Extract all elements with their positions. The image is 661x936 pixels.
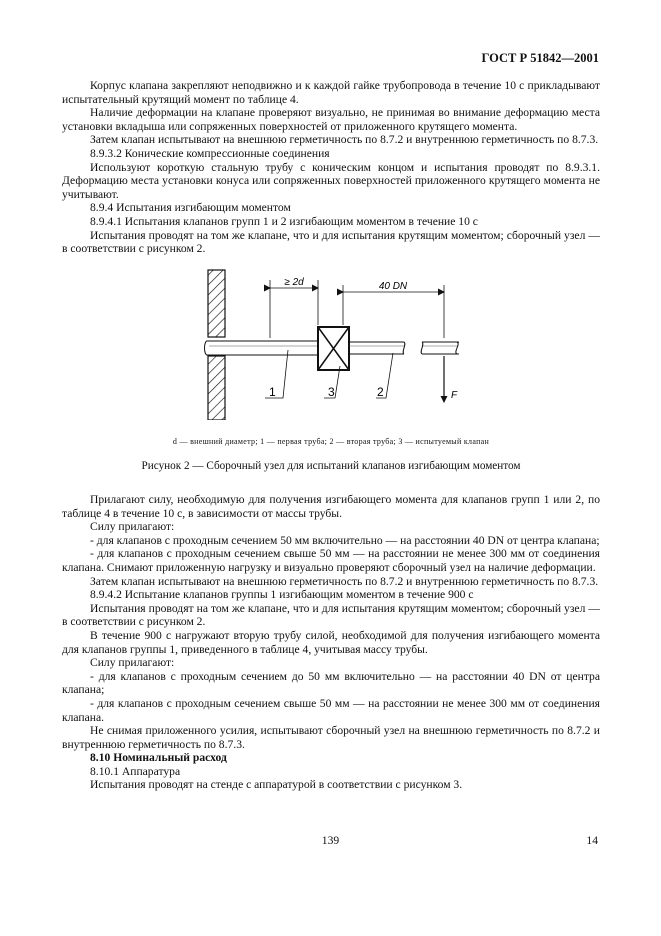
paragraph: Затем клапан испытывают на внешнюю герметичность по 8.7.2 и внутреннюю герметичность по 8.7.3. <box>90 574 599 588</box>
paragraph: В течение 900 с нагружают вторую трубу силой, необходимой для получения изгибающего момента для клапанов группы 1, приведенного в таблице 4, учитывая массу трубы. <box>62 628 600 656</box>
dimension-lines <box>270 280 444 338</box>
paragraph: Не снимая приложенного усилия, испытывают сборочный узел на внешнюю герметичность по 8.7.2 и внутреннюю герметичность по 8.7.3. <box>62 724 600 751</box>
paragraph: Испытания проводят на стенде с аппаратурой в соответствии с рисунком 3. <box>90 778 463 792</box>
section-heading: 8.10 Номинальный расход <box>90 751 227 765</box>
subsection-heading: 8.9.4.1 Испытания клапанов групп 1 и 2 изгибающим моментом в течение 10 с <box>90 214 478 228</box>
paragraph: Испытания проводят на том же клапане, что и для испытания крутящим моментом; сборочный узел — в соответствии с рисунком 2. <box>62 228 600 256</box>
label-first-pipe: 1 <box>269 385 276 399</box>
subsection-heading: 8.9.4.2 Испытание клапанов группы 1 изгибающим моментом в течение 900 с <box>90 588 474 602</box>
sheet-number: 14 <box>586 834 598 847</box>
list-item: - для клапанов с проходным сечением 50 мм включительно — на расстоянии 40 DN от центра клапана; <box>90 533 600 547</box>
text-block-bottom <box>62 493 600 792</box>
dimension-min-2d: ≥ 2d <box>284 277 304 288</box>
force-label: F <box>451 390 458 401</box>
wall-support <box>208 270 225 420</box>
figure-legend: d — внешний диаметр; 1 — первая труба; 2 — вторая труба; 3 — испытуемый клапан <box>172 437 490 446</box>
label-valve: 3 <box>328 385 335 399</box>
paragraph: Испытания проводят на том же клапане, что и для испытания крутящим моментом; сборочный узел — в соответствии с рисунком 2. <box>62 601 600 629</box>
valve-under-test <box>318 327 349 370</box>
text-block-top <box>62 79 600 256</box>
document-code: ГОСТ Р 51842—2001 <box>481 51 599 65</box>
subsection-heading: 8.10.1 Аппаратура <box>90 764 181 778</box>
paragraph: Затем клапан испытывают на внешнюю герметичность по 8.7.2 и внутреннюю герметичность по 8.7.3. <box>90 133 599 147</box>
subsection-heading: 8.9.3.2 Конические компрессионные соединения <box>90 146 330 160</box>
assembly-diagram <box>195 268 465 420</box>
page-number: 139 <box>321 834 340 847</box>
paragraph: Прилагают силу, необходимую для получения изгибающего момента для клапанов групп 1 или 2, по таблице 4 в течение 10 с, в зависимости от массы трубы. <box>62 493 600 520</box>
list-item: - для клапанов с проходным сечением до 50 мм включительно — на расстоянии 40 DN от центра клапана; <box>62 669 600 697</box>
paragraph: Силу прилагают: <box>90 520 175 534</box>
figure-caption: Рисунок 2 — Сборочный узел для испытаний клапанов изгибающим моментом <box>141 460 521 472</box>
second-pipe <box>349 342 459 354</box>
paragraph: Используют короткую стальную трубу с коническим концом и испытания проводят по 8.9.3.1. Деформацию места установки конуса или сопряженных поверхностей приложенного крутящего момента не учитывают. <box>62 160 600 201</box>
paragraph: Наличие деформации на клапане проверяют визуально, не принимая во внимание деформацию места установки вкладыша или сопряженных поверхностей от приложенного крутящего момента. <box>62 106 600 133</box>
dimension-40dn: 40 DN <box>378 281 408 292</box>
paragraph: Корпус клапана закрепляют неподвижно и к каждой гайке трубопровода в течение 10 с прикладывают испытательный крутящий момент по таблице 4. <box>62 79 600 106</box>
list-item: - для клапанов с проходным сечением свыше 50 мм — на расстоянии не менее 300 мм от соединения клапана. Снимают приложенную нагрузку и визуально проверяют сборочный узел на наличие деформации. <box>62 547 600 574</box>
first-pipe <box>205 341 319 355</box>
subsection-heading: 8.9.4 Испытания изгибающим моментом <box>90 201 291 215</box>
paragraph: Силу прилагают: <box>90 656 175 670</box>
label-second-pipe: 2 <box>377 385 384 399</box>
list-item: - для клапанов с проходным сечением свыше 50 мм — на расстоянии не менее 300 мм от соединения клапана. <box>62 696 600 724</box>
